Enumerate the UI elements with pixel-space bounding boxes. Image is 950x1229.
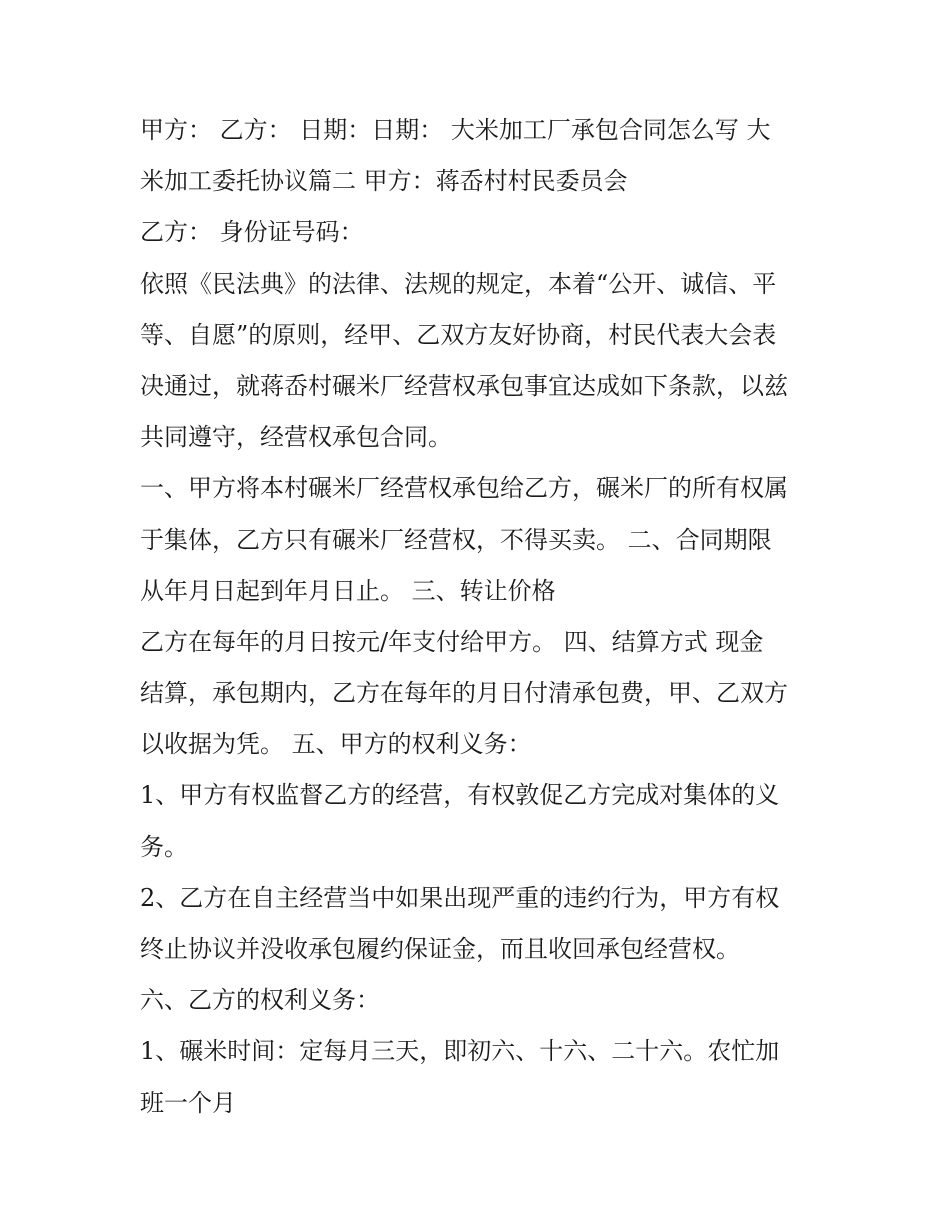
text-line: 于集体，乙方只有碾米厂经营权，不得买卖。 二、合同期限 bbox=[140, 525, 772, 554]
text-line: 一、甲方将本村碾米厂经营权承包给乙方，碾米厂的所有权属 bbox=[140, 474, 788, 503]
text-line: 2、乙方在自主经营当中如果出现严重的违约行为，甲方有权 bbox=[140, 883, 780, 912]
document-body bbox=[140, 105, 820, 1129]
text-line: 1、碾米时间：定每月三天，即初六、十六、二十六。农忙加 bbox=[140, 1037, 780, 1066]
text-line: 结算，承包期内，乙方在每年的月日付清承包费，甲、乙双方 bbox=[140, 679, 788, 708]
text-line: 乙方在每年的月日按元/年支付给甲方。 四、结算方式 现金 bbox=[140, 627, 764, 656]
text-line: 终止协议并没收承包履约保证金，而且收回承包经营权。 bbox=[140, 935, 740, 963]
text-line: 共同遵守，经营权承包合同。 bbox=[140, 423, 452, 452]
text-line: 乙方： 身份证号码： bbox=[140, 218, 364, 247]
text-line: 班一个月 bbox=[140, 1088, 236, 1117]
text-line: 务。 bbox=[140, 832, 188, 861]
text-line: 依照《民法典》的法律、法规的规定，本着“公开、诚信、平 bbox=[140, 269, 777, 298]
text-line: 1、甲方有权监督乙方的经营，有权敦促乙方完成对集体的义 bbox=[140, 781, 780, 810]
text-line: 以收据为凭。 五、甲方的权利义务： bbox=[140, 730, 532, 759]
text-line: 从年月日起到年月日止。 三、转让价格 bbox=[140, 576, 556, 605]
text-line: 甲方： 乙方： 日期：日期： 大米加工厂承包合同怎么写 大 bbox=[140, 116, 771, 144]
text-line: 六、乙方的权利义务： bbox=[140, 986, 380, 1015]
text-line: 等、自愿”的原则，经甲、乙双方友好协商，村民代表大会表 bbox=[140, 320, 777, 349]
text-line: 米加工委托协议篇二 甲方：蒋岙村村民委员会 bbox=[140, 167, 628, 196]
text-line: 决通过，就蒋岙村碾米厂经营权承包事宜达成如下条款，以兹 bbox=[140, 371, 788, 400]
